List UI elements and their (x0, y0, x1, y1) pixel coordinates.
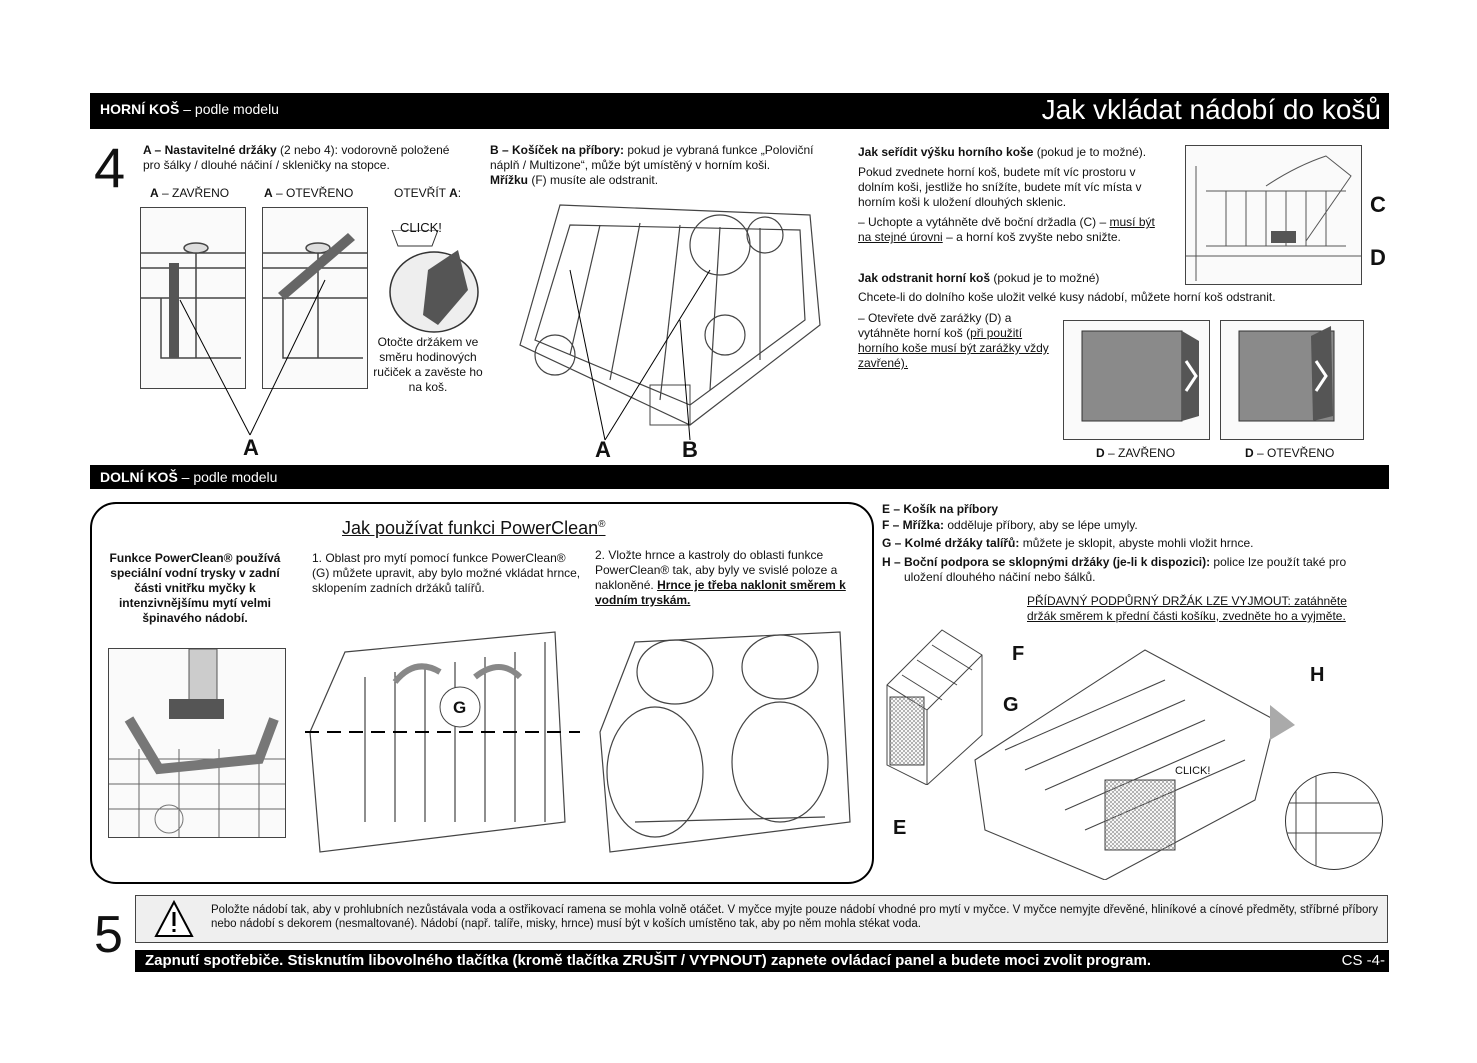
cutlery-basket-text: B – Košíček na příbory: pokud je vybraná funkce „Poloviční náplň / Multizone“, může být umístěný v horním koši. Mřížku (F) musíte ale odstranit. (490, 143, 814, 187)
full-lower-basket-illustration (965, 640, 1295, 880)
remove-basket-text: Chcete-li do dolního koše uložit velké kusy nádobí, můžete horní koš odstranit. (858, 290, 1276, 304)
label-g-powerclean: G (453, 698, 467, 717)
label-a-pointers (160, 250, 360, 440)
remove-basket-title: Jak odstranit horní koš (pokud je to možné) (858, 271, 1100, 285)
legend-h: H – Boční podpora se sklopnými držáky (je-li k dispozici): police lze použít také pro uložení dlouhého náčiní nebo šálků. (882, 555, 1347, 584)
label-ab-pointers (560, 260, 730, 445)
click-label: CLICK! (400, 220, 442, 235)
section-heading-upper: HORNÍ KOŠ – podle modelu (100, 101, 279, 117)
page-title: Jak vkládat nádobí do košů (1041, 94, 1381, 125)
label-a-left: A (243, 435, 259, 460)
stopper-closed-illustration (1063, 320, 1210, 440)
powerclean-step2: 2. Vložte hrnce a kastroly do oblasti funkce PowerClean® tak, aby byly ve svislé poloze a nakloněné. Hrnce je třeba naklonit směrem k vodním tryskám. (595, 548, 846, 607)
remove-basket-instruction: – Otevřete dvě zarážky (D) a vytáhněte horní koš (při použití horního koše musí být zarážky vždy zavřené). (858, 311, 1049, 370)
footer-bar (135, 950, 1389, 972)
caption-a-unlock: OTEVŘÍT A: (394, 186, 462, 200)
caption-a-open: A – OTEVŘENO (264, 186, 354, 200)
height-adjust-illustration (1185, 145, 1362, 285)
powerclean-intro: Funkce PowerClean® používá speciální vodní trysky v zadní části vnitřku myčky k intenzivnějšímu mytí velmi špinavého nádobí. (109, 551, 281, 625)
rotate-instruction: Otočte držákem ve směru hodinových ručiček a zavěste ho na koš. (373, 335, 483, 394)
step-number-4: 4 (94, 136, 126, 199)
label-b: B (682, 437, 698, 462)
holder-unlock-illustration (388, 230, 480, 334)
warning-icon (154, 900, 194, 938)
lower-basket-g-illustration (305, 622, 580, 862)
powerclean-title: Jak používat funkci PowerClean® (342, 518, 606, 538)
footer-text: Zapnutí spotřebiče. Stisknutím libovolného tlačítka (kromě tlačítka ZRUŠIT / VYPNOUT) zapnete ovládací panel a budete moci zvolit program. (145, 952, 1152, 969)
adjustable-holders-text: A – Nastavitelné držáky (2 nebo 4): vodorovně položené pro šálky / dlouhé náčiní / skleničky na stopce. (143, 143, 450, 172)
legend-f: F – Mřížka: odděluje příbory, aby se lépe umyly. (882, 518, 1138, 532)
caption-d-closed: D – ZAVŘENO (1096, 446, 1176, 460)
step-number-5: 5 (94, 906, 123, 964)
page-number: CS -4- (1341, 952, 1385, 969)
label-e: E (893, 817, 907, 839)
powerclean-step1: 1. Oblast pro mytí pomocí funkce PowerClean® (G) můžete upravit, aby bylo možné vkládat hrnce, sklopením zadních držáků talířů. (312, 551, 581, 595)
lower-basket-bar (90, 465, 1389, 489)
legend-g: G – Kolmé držáky talířů: můžete je sklopit, abyste mohli vložit hrnce. (882, 536, 1254, 550)
header-bar (90, 93, 1389, 129)
stopper-open-illustration (1220, 320, 1364, 440)
click-label-lower: CLICK! (1175, 765, 1211, 777)
section-heading-lower: DOLNÍ KOŠ – podle modelu (100, 469, 278, 485)
caption-a-closed: A – ZAVŘENO (150, 186, 230, 200)
height-adjust-text: Pokud zvednete horní koš, budete mít víc prostoru v dolním koši, jestliže ho snížíte, budete mít víc místa v horním koši k uložení dlouhých sklenic. (858, 165, 1142, 209)
warning-box (135, 895, 1388, 943)
lower-basket-pots-illustration (595, 622, 863, 862)
label-h: H (1310, 664, 1325, 686)
label-c: C (1370, 192, 1386, 217)
extra-holder-note: PŘÍDAVNÝ PODPŮRNÝ DRŽÁK LZE VYJMOUT: zatáhněte držák směrem k přední části košíku, zvedněte ho a vyjměte. (1027, 594, 1347, 623)
height-adjust-instruction: – Uchopte a vytáhněte dvě boční držadla (C) – musí být na stejné úrovni – a horní koš zvyšte nebo snižte. (858, 215, 1155, 244)
label-d: D (1370, 245, 1386, 270)
spray-jets-illustration (108, 648, 286, 838)
legend-e: E – Košík na příbory (882, 502, 999, 516)
height-adjust-title: Jak seřídit výšku horního koše (pokud je to možné). (858, 145, 1147, 159)
caption-d-open: D – OTEVŘENO (1245, 446, 1335, 460)
holder-detail-circle (1285, 772, 1383, 870)
label-g-legend: G (1003, 694, 1019, 716)
label-a-middle: A (595, 437, 611, 462)
label-f: F (1012, 643, 1025, 665)
warning-text: Položte nádobí tak, aby v prohlubních nezůstávala voda a ostřikovací ramena se mohla volně otáčet. V myčce myjte pouze nádobí vhodné pro mytí v myčce. V myčce nemyjte dřevěné, hliníkové a cínové předměty, stříbrné příbory nebo nádobí s dekorem (nesmaltované). Nádobí (např. talíře, misky, hrnce) musí být v koších umístěno tak, aby po něm mohla stékat voda. (211, 904, 1378, 930)
